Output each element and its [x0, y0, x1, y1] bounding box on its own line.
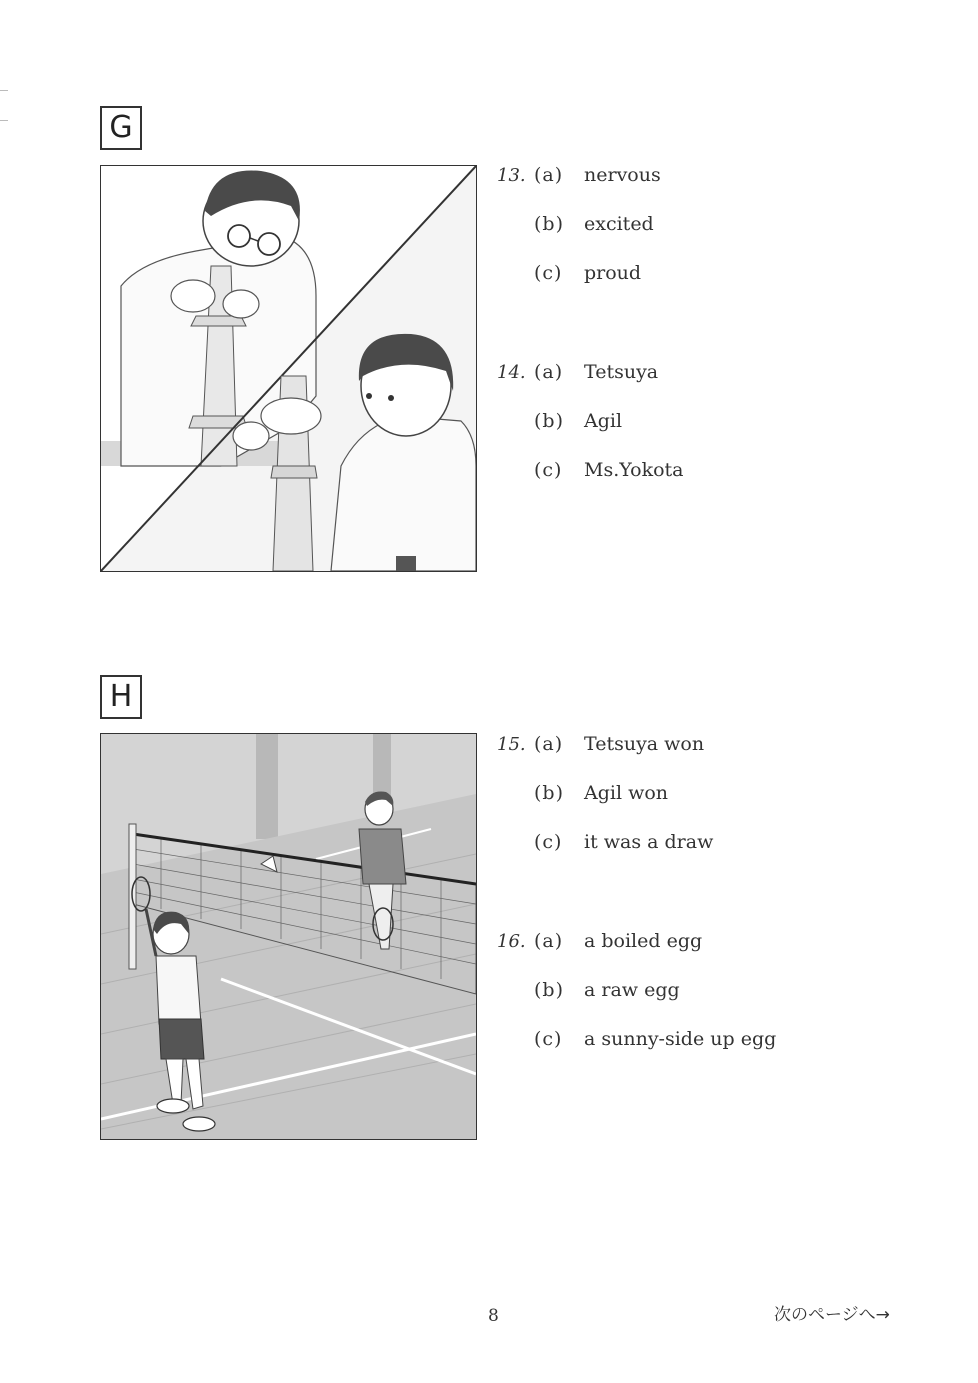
question-14-option-c[interactable]	[534, 459, 684, 481]
illustration-h-badminton	[100, 733, 477, 1140]
question-number: 14.	[497, 362, 526, 383]
option-text: it was a draw	[584, 831, 714, 853]
question-14-number	[497, 361, 533, 383]
option-text: proud	[584, 262, 642, 284]
option-letter: (c)	[534, 262, 563, 284]
option-letter: (a)	[534, 930, 564, 952]
option-text: Agil won	[584, 782, 669, 804]
option-text: Agil	[584, 410, 623, 432]
question-13-option-a[interactable]	[534, 164, 661, 186]
question-15-number	[497, 733, 533, 755]
section-label-h: H	[100, 675, 142, 719]
question-16-option-b[interactable]	[534, 979, 680, 1001]
option-letter: (b)	[534, 213, 564, 235]
section-label-g: G	[100, 106, 142, 150]
question-13-option-b[interactable]	[534, 213, 654, 235]
option-text: excited	[584, 213, 654, 235]
option-letter: (a)	[534, 164, 564, 186]
question-13-option-c[interactable]	[534, 262, 641, 284]
option-text: nervous	[584, 164, 661, 186]
option-letter: (c)	[534, 831, 563, 853]
option-letter: (b)	[534, 979, 564, 1001]
edge-mark	[0, 90, 8, 91]
option-text: Tetsuya	[584, 361, 659, 383]
question-16-option-a[interactable]	[534, 930, 702, 952]
question-15-option-b[interactable]	[534, 782, 668, 804]
option-text: Ms.Yokota	[584, 459, 684, 481]
question-number: 16.	[497, 931, 526, 952]
option-letter: (c)	[534, 459, 563, 481]
edge-mark	[0, 120, 8, 121]
question-16-number	[497, 930, 533, 952]
question-number: 15.	[497, 734, 526, 755]
option-letter: (c)	[534, 1028, 563, 1050]
option-letter: (b)	[534, 782, 564, 804]
question-16-option-c[interactable]	[534, 1028, 776, 1050]
question-13-number	[497, 164, 533, 186]
page-number: 8	[488, 1306, 499, 1326]
question-14-option-a[interactable]	[534, 361, 658, 383]
next-page-indicator[interactable]: 次のページへ→	[774, 1305, 890, 1325]
question-number: 13.	[497, 165, 526, 186]
illustration-g-cup-stacking	[100, 165, 477, 572]
question-15-option-c[interactable]	[534, 831, 713, 853]
question-15-option-a[interactable]	[534, 733, 704, 755]
option-letter: (a)	[534, 361, 564, 383]
option-text: a sunny-side up egg	[584, 1028, 777, 1050]
option-letter: (a)	[534, 733, 564, 755]
option-text: a raw egg	[584, 979, 680, 1001]
question-14-option-b[interactable]	[534, 410, 622, 432]
option-text: Tetsuya won	[584, 733, 705, 755]
option-text: a boiled egg	[584, 930, 703, 952]
option-letter: (b)	[534, 410, 564, 432]
